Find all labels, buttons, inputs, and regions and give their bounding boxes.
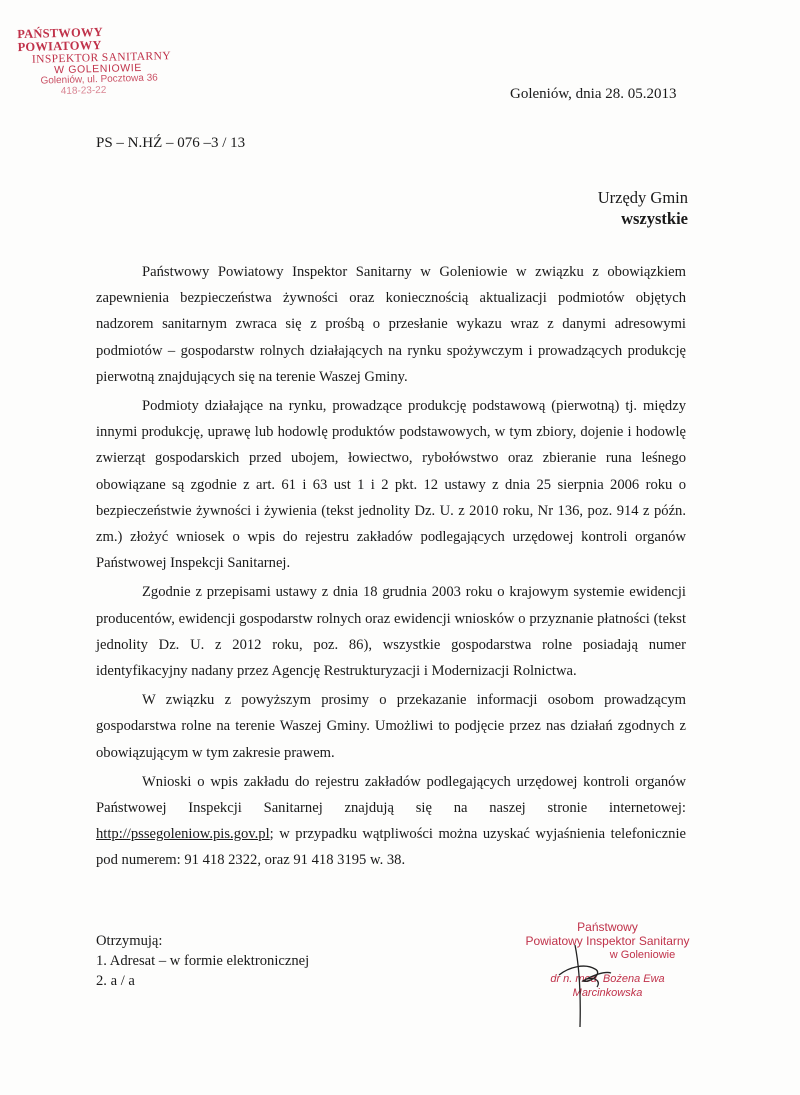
paragraph-1: Państwowy Powiatowy Inspektor Sanitarny w Goleniowie w związku z obowiązkiem zapewnienia bezpieczeństwa żywności oraz koniecznością aktualizacji podmiotów objętych nadzorem sanitarnym zwraca się z prośbą o przesłanie wykazu wraz z danymi adresowymi podmiotów – gospodarstw rolnych działających na rynku spożywczym i prowadzących produkcję pierwotną znajdujących się na terenie Waszej Gminy. [96,264,686,385]
addressee-line-2: wszystkie [621,209,688,228]
paragraph-4: W związku z powyższym prosimy o przekazanie informacji osobom prowadzącym gospodarstwa rolne na terenie Waszej Gminy. Umożliwi to podjęcie przez nas działań zgodnych z obowiązującym w tym zakresie prawem. [96,692,686,761]
signature-stamp-line-1: Państwowy [577,920,638,934]
stamp-line-3: W GOLENIOWIE [54,62,143,77]
stamp-line-2: INSPEKTOR SANITARNY [31,50,172,67]
paragraph-5 [96,769,686,874]
handwritten-signature [545,935,635,1030]
recipient-item: 2. a / a [96,973,135,989]
letter-date: Goleniów, dnia 28. 05.2013 [510,86,677,102]
paragraph-5-text-a: Wnioski o wpis zakładu do rejestru zakładów podlegających urzędowej kontroli organów Państwowej Inspekcji Sanitarnej znajdują się na naszej stronie internetowej: [96,773,686,817]
recipient-item: 1. Adresat – w formie elektronicznej [96,953,310,969]
signature-stamp-line-2: Powiatowy Inspektor Sanitarny [525,934,690,948]
office-stamp [9,24,191,99]
paragraph-5-text-b: ; w przypadku wątpliwości można uzyskać wyjaśnienia telefonicznie pod numerem: 91 418 2322, oraz 91 418 3195 w. 38. [96,826,686,869]
signature-stamp-name: dr n. med. Bożena Ewa Marcinkowska [550,973,665,999]
recipients-heading: Otrzymują: [96,933,163,949]
letter-body [96,259,686,874]
website-link[interactable]: http://pssegoleniow.pis.gov.pl [96,826,270,843]
paragraph-3: Zgodnie z przepisami ustawy z dnia 18 grudnia 2003 roku o krajowym systemie ewidencji producentów, ewidencji gospodarstw rolnych oraz ewidencji wniosków o przyznanie płatności (tekst jednolity Dz. U. z 2012 roku, poz. 86), wszystkie gospodarstwa rolne posiadają numer identyfikacyjny nadany przez Agencję Restrukturyzacji i Modernizacji Rolnictwa. [96,584,686,680]
addressee [598,187,688,229]
paragraph-2: Podmioty działające na rynku, prowadzące produkcję podstawową (pierwotną) tj. między innymi produkcję, uprawę lub hodowlę produktów podstawowych, w tym zbiory, dojenie i hodowlę zwierząt gospodarskich przed ubojem, łowiectwo, rybołówstwo oraz zbieranie runa leśnego obowiązane są zgodnie z art. 61 i 63 ust 1 i 2 pkt. 12 ustawy z dnia 25 sierpnia 2006 roku o bezpieczeństwie żywności i żywienia (tekst jednolity Dz. U. z 2010 roku, Nr 136, poz. 914 z późn. zm.) złożyć wniosek o wpis do rejestru zakładów podlegających urzędowej kontroli organów Państwowej Inspekcji Sanitarnej. [96,398,686,572]
addressee-line-1: Urzędy Gmin [597,188,688,207]
stamp-line-4: Goleniów, ul. Pocztowa 36 [40,72,158,87]
stamp-line-1: PAŃSTWOWY POWIATOWY [17,24,103,55]
recipients-list [96,931,309,991]
stamp-line-5: 418-23-22 [60,84,107,97]
signature-stamp-line-3: w Goleniowie [609,949,676,961]
reference-number: PS – N.HŹ – 076 –3 / 13 [96,135,246,151]
